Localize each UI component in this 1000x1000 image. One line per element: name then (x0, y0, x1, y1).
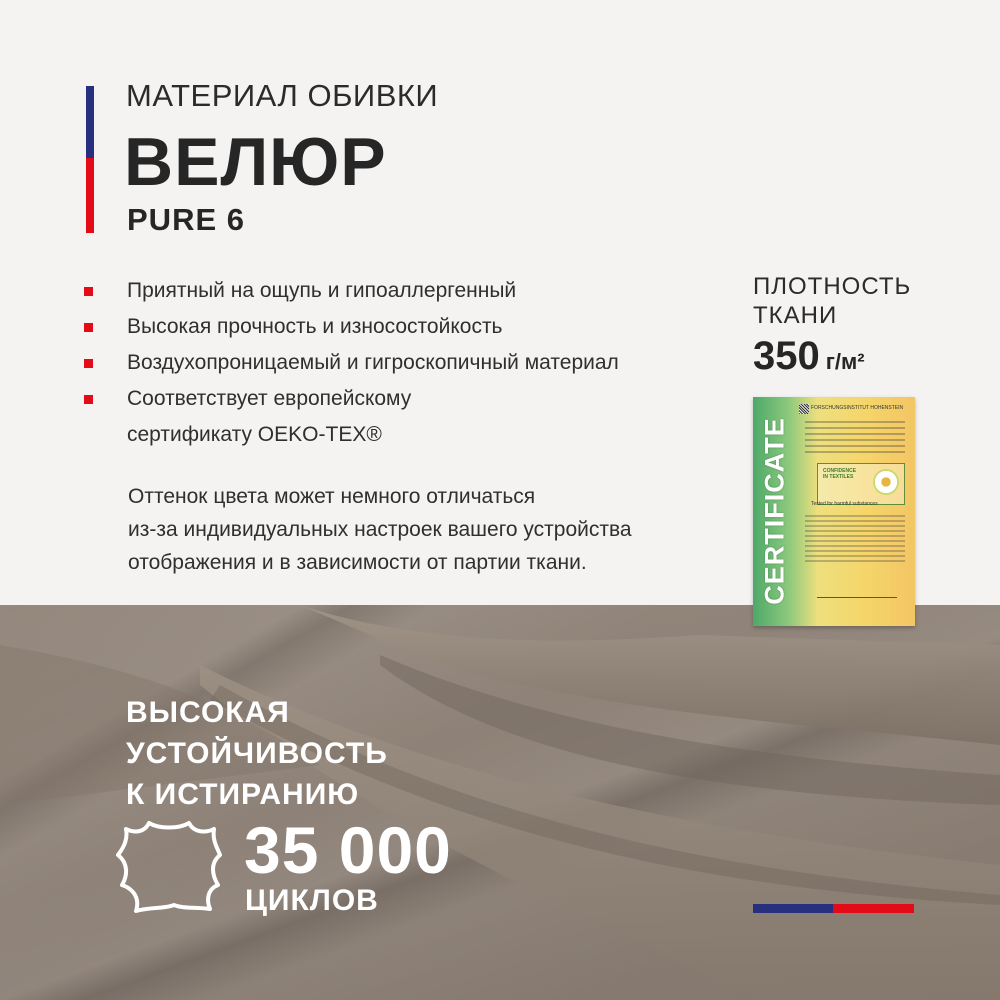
qr-code-icon (799, 404, 809, 414)
wear-line: УСТОЙЧИВОСТЬ (126, 737, 388, 770)
feature-list (84, 273, 724, 453)
wear-line: ВЫСОКАЯ (126, 696, 290, 729)
cycles-value: 35 000 (244, 813, 452, 887)
feature-item (84, 381, 724, 453)
note-line: из-за индивидуальных настроек вашего устройства (128, 518, 632, 541)
density-value: 350 (753, 334, 820, 378)
bullet-icon (84, 287, 93, 296)
bullet-icon (84, 395, 93, 404)
flower-icon (873, 469, 899, 495)
oeko-tex-certificate (753, 397, 915, 626)
signature-line (817, 597, 897, 598)
density-unit: г/м² (825, 349, 865, 374)
feature-text: Воздухопроницаемый и гигроскопичный материал (127, 351, 619, 374)
seal-text: CONFIDENCE IN TEXTILES (823, 468, 857, 480)
wear-line: К ИСТИРАНИЮ (126, 778, 360, 811)
oeko-tex-seal (817, 463, 905, 505)
feature-text: Соответствует европейскому (127, 387, 412, 410)
certificate-side-band (753, 397, 797, 626)
color-note (128, 480, 632, 579)
flag-bar-red (833, 904, 914, 913)
feature-item (84, 345, 724, 381)
leather-hide-icon (114, 815, 224, 915)
feature-item (84, 273, 724, 309)
feature-item (84, 309, 724, 345)
flag-bar-blue (753, 904, 833, 913)
flag-stripe-red (86, 158, 94, 233)
cycles-label: ЦИКЛОВ (245, 884, 379, 917)
page-title: ВЕЛЮР (124, 124, 387, 200)
certificate-header: FORSCHUNGSINSTITUT HOHENSTEIN (811, 405, 904, 411)
density-block (753, 272, 911, 379)
material-kicker: МАТЕРИАЛ ОБИВКИ (126, 78, 439, 113)
density-label: ТКАНИ (753, 302, 838, 329)
note-line: Оттенок цвета может немного отличаться (128, 485, 536, 508)
product-subtitle: PURE 6 (127, 202, 245, 237)
feature-text: сертификату OEKO-TEX® (127, 423, 382, 446)
density-value-row (753, 334, 911, 379)
feature-text: Высокая прочность и износостойкость (127, 315, 503, 338)
note-line: отображения и в зависимости от партии ткани. (128, 551, 587, 574)
certificate-body-lines (805, 515, 905, 565)
bullet-icon (84, 323, 93, 332)
feature-text: Приятный на ощупь и гипоаллергенный (127, 279, 517, 302)
certificate-side-text: CERTIFICATE (759, 417, 790, 605)
certificate-text-lines (805, 421, 905, 457)
flag-stripe-blue (86, 86, 94, 158)
wear-resistance-heading (126, 692, 388, 815)
certificate-tested-text: Tested for harmful substances (811, 501, 878, 507)
bullet-icon (84, 359, 93, 368)
density-label: ПЛОТНОСТЬ (753, 273, 912, 300)
